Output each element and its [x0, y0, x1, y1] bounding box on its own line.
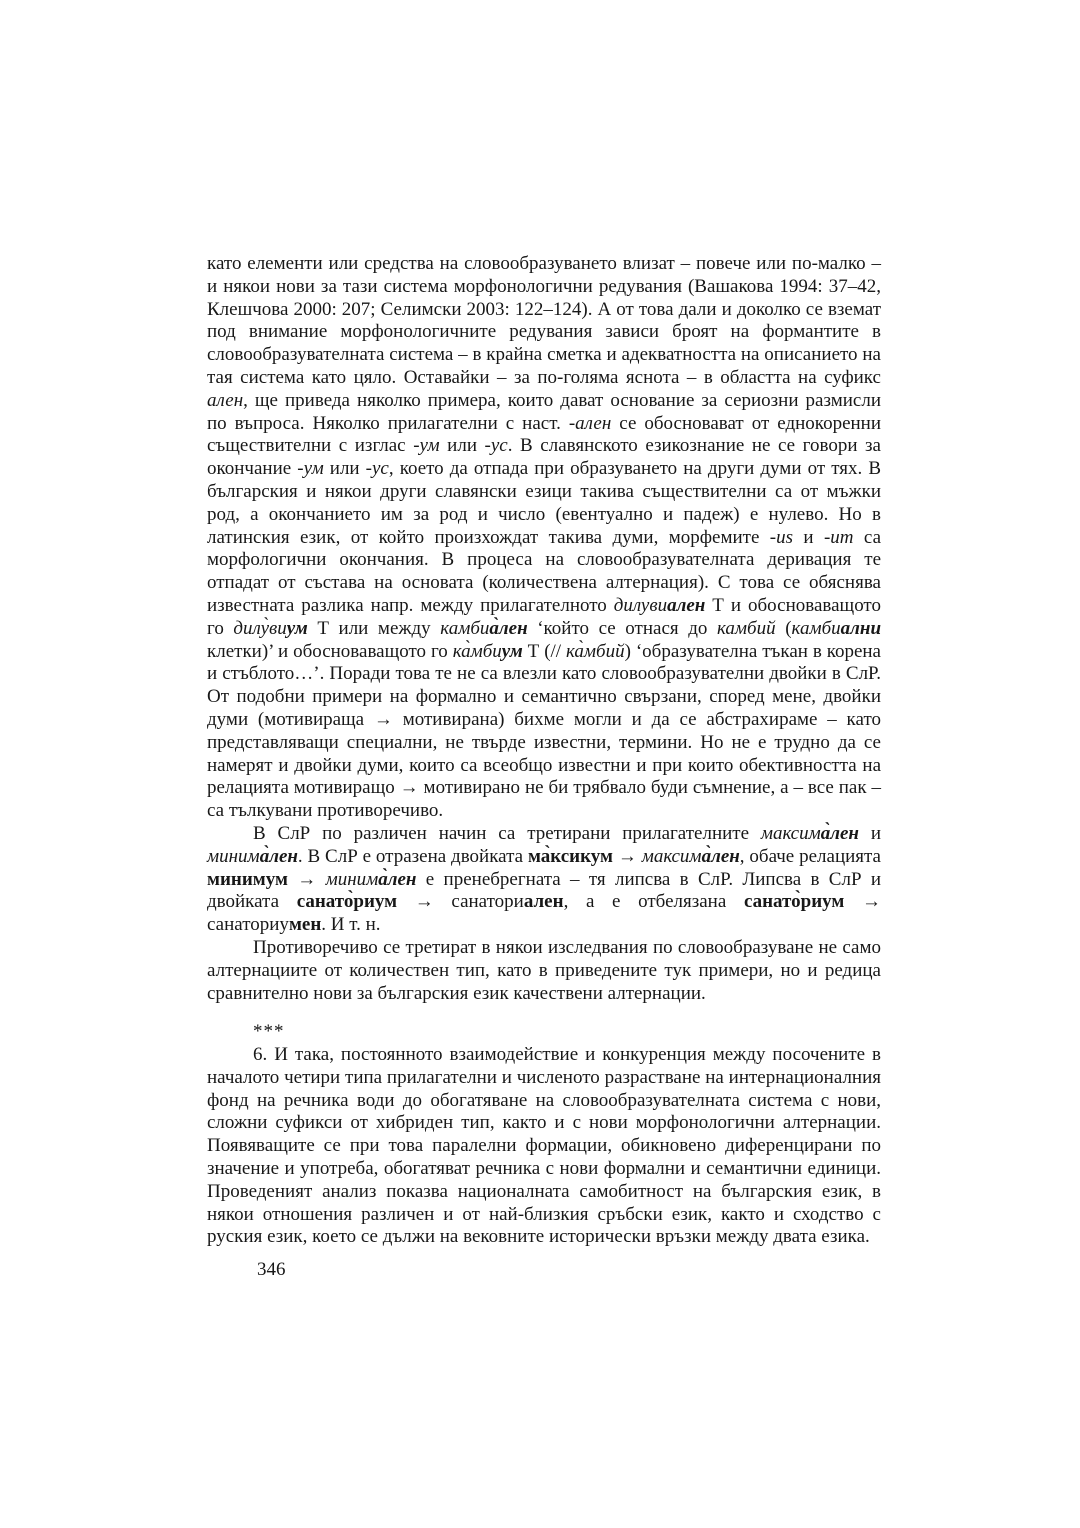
paragraph-conclusion-point-6: 6. И така, постоянното взаимодействие и конкуренция между посочените в началото четири типа прилагателни и численото разрастване на интернационалния фонд на речника води до обогатяване на словообразувателната система с нови, сложни суфикси от хибриден тип, както и с нови морфонологични алтернации. Появяващите се при това паралелни формации, обикновено диференцирани по значение и употреба, обогатяват речника с нови формални и семантични единици. Проведеният анализ показва националната самобитност на българския език, в някои отношения различен и от най-близкия сръбски език, както и сходство с руския език, което се дължи на вековните исторически връзки между двата езика. [207, 1044, 881, 1248]
paragraph-slr-treatment: В СлР по различен начин са третирани прилагателните максима̀лен и минима̀лен. В СлР е отразена двойката ма̀ксикум → максима̀лен, обаче релацията минимум → минима̀лен е пренебрегната – тя липсва в СлР. Липсва в СлР и двойката санато̀риум → санаториален, а е отбелязана санато̀риум → санаториумен. И т. н. [207, 822, 882, 936]
page-text-block [207, 253, 881, 1249]
page-footer [257, 1258, 286, 1281]
paragraph-contradictory-treatment: Противоречиво се третират в някои изследвания по словообразуване не само алтернациите от количествен тип, като в приведените тук примери, но и редица сравнително нови за българския език качествени алтернации. [207, 936, 881, 1004]
paragraph-word-formation-continuation: като елементи или средства на словообразуването влизат – повече или по-малко – и някои нови за тази система морфонологични редувания (Вашакова 1994: 37–42, Клешчова 2000: 207; Селимски 2003: 122–124). А от това дали и доколко се вземат под внимание морфонологичните редувания зависи броят на формантите в словообразувателната система – в крайна сметка и адекватността на описанието на тая система като цяло. Оставайки – за по-голяма яснота – в областта на суфикс ален, ще приведа няколко примера, които дават основание за сериозни размисли по въпроса. Няколко прилагателни с наст. -ален се обосновават от еднокоренни съществителни с изглас -ум или -ус. В славянското езикознание не се говори за окончание -ум или -ус, което да отпада при образуването на други думи от тях. В българския и някои други славянски езици такива съществителни са от мъжки род, а окончанието им за род и число (евентуално и падеж) е нулево. Но в латинския език, от който произхождат такива думи, морфемите -us и -um са морфологични окончания. В процеса на словообразувателната деривация те отпадат от състава на основата (количествена алтернация). С това се обяснява известната разлика напр. между прилагателното дилувиален Т и обосноваващото го дилу̀виум Т или между камбиа̀лен ‘който се отнася до камбий (камбиални клетки)’ и обосноваващото го ка̀мбиум Т (// ка̀мбий) ‘образувателна тъкан в корена и стъблото…’. Поради това те не са влезли като словообразувателни двойки в СлР. От подобни примери на формално и семантично свързани, според мене, двойки думи (мотивираща → мотивирана) бихме могли и да се абстрахираме – като представляващи специални, не твърде известни, термини. Но не е трудно да се намерят и двойки думи, които са всеобщо известни и при които обективността на релацията мотивиращо → мотивирано не би трябвало буди съмнение, а – все пак – са тълкувани противоречиво. [207, 253, 882, 822]
page-number: 346 [257, 1259, 286, 1280]
section-separator-asterisks: *** [253, 1021, 285, 1043]
